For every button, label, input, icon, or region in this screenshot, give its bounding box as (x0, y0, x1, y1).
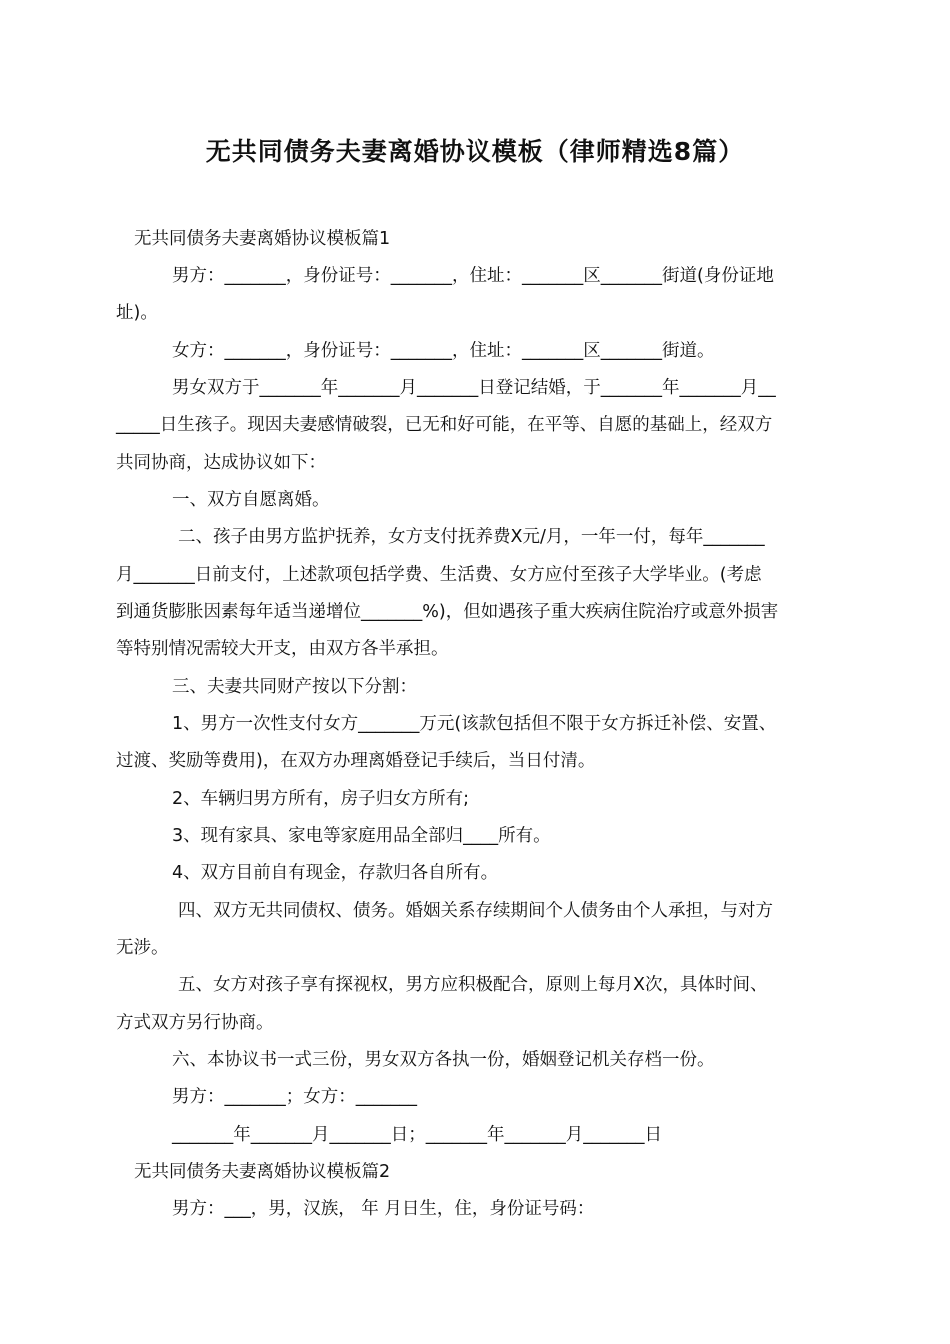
clause-item: 2、车辆归男方所有，房子归女方所有; (172, 789, 470, 809)
clause-line: 六、本协议书一式三份，男女双方各执一份，婚姻登记机关存档一份。 (172, 1050, 715, 1070)
clause-heading: 一、双方自愿离婚。 (172, 490, 330, 510)
paragraph-line: 男女双方于_______年_______月_______日登记结婚，于_______年_______月__ (172, 378, 776, 398)
paragraph-line: 女方：_______，身份证号：_______，住址：_______区_______街道。 (172, 341, 715, 361)
paragraph-line: 男方：_______，身份证号：_______，住址：_______区_______街道(身份证地 (172, 266, 774, 286)
section-heading-2: 无共同债务夫妻离婚协议模板篇2 (134, 1162, 391, 1182)
clause-item: 过渡、奖励等费用)，在双方办理离婚登记手续后，当日付清。 (116, 751, 596, 771)
paragraph-line: _____日生孩子。现因夫妻感情破裂，已无和好可能，在平等、自愿的基础上，经双方 (116, 415, 773, 435)
date-line: _______年_______月_______日；_______年_______月_______日 (172, 1125, 662, 1145)
paragraph-line: 共同协商，达成协议如下： (116, 453, 326, 473)
document-title: 无共同债务夫妻离婚协议模板（律师精选8篇） (205, 137, 745, 166)
clause-line: 无涉。 (116, 938, 169, 958)
paragraph-line: 址)。 (116, 303, 158, 323)
clause-line: 四、双方无共同债权、债务。婚姻关系存续期间个人债务由个人承担，与对方 (178, 901, 773, 921)
clause-line: 五、女方对孩子享有探视权，男方应积极配合，原则上每月X次，具体时间、 (178, 975, 768, 995)
clause-heading: 三、夫妻共同财产按以下分割： (172, 677, 417, 697)
paragraph-line: 男方：___，男，汉族， 年 月日生，住，身份证号码： (172, 1199, 595, 1219)
clause-item: 3、现有家具、家电等家庭用品全部归____所有。 (172, 826, 551, 846)
clause-item: 1、男方一次性支付女方_______万元(该款包括但不限于女方拆迁补偿、安置、 (172, 714, 777, 734)
clause-line: 等特别情况需较大开支，由双方各半承担。 (116, 639, 449, 659)
clause-line: 到通货膨胀因素每年适当递增位_______%)，但如遇孩子重大疾病住院治疗或意外损害 (116, 602, 779, 622)
section-heading-1: 无共同债务夫妻离婚协议模板篇1 (134, 229, 391, 249)
signature-line: 男方：_______；女方：_______ (172, 1087, 417, 1107)
clause-line: 方式双方另行协商。 (116, 1013, 274, 1033)
clause-line: 月_______日前支付，上述款项包括学费、生活费、女方应付至孩子大学毕业。(考虑 (116, 565, 762, 585)
clause-line: 二、孩子由男方监护抚养，女方支付抚养费X元/月，一年一付，每年_______ (178, 527, 765, 547)
clause-item: 4、双方目前自有现金，存款归各自所有。 (172, 863, 499, 883)
